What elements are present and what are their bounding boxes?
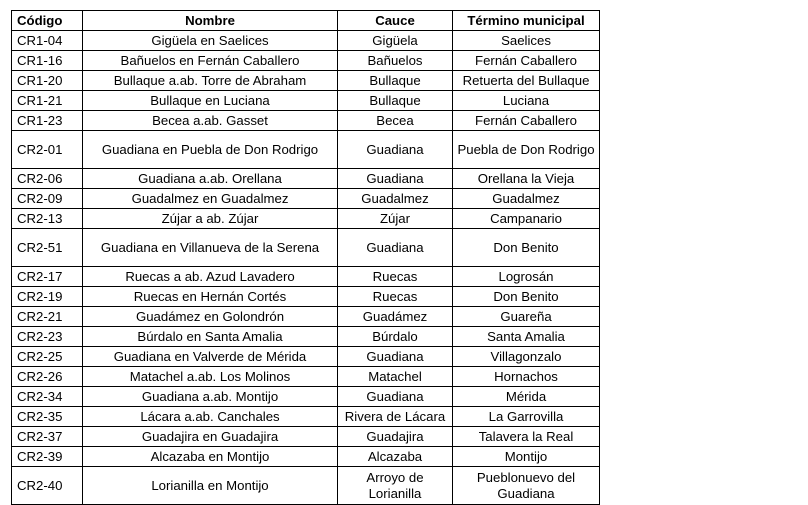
- table-row: [12, 367, 600, 387]
- header-cauce: Cauce: [338, 11, 453, 31]
- table-row: [12, 209, 600, 229]
- cell-nombre: Ruecas en Hernán Cortés: [83, 287, 338, 307]
- cell-nombre: Bullaque a.ab. Torre de Abraham: [83, 71, 338, 91]
- cell-termino-municipal: Luciana: [453, 91, 600, 111]
- cell-codigo: CR2-34: [12, 387, 83, 407]
- cell-codigo: CR1-20: [12, 71, 83, 91]
- cell-codigo: CR2-21: [12, 307, 83, 327]
- cell-nombre: Guadiana a.ab. Montijo: [83, 387, 338, 407]
- cell-codigo: CR2-25: [12, 347, 83, 367]
- cell-codigo: CR2-19: [12, 287, 83, 307]
- cell-nombre: Búrdalo en Santa Amalia: [83, 327, 338, 347]
- table-row: [12, 327, 600, 347]
- cell-cauce: Guadalmez: [338, 189, 453, 209]
- cell-cauce: Ruecas: [338, 287, 453, 307]
- table-row: [12, 31, 600, 51]
- table-row: [12, 447, 600, 467]
- header-nombre: Nombre: [83, 11, 338, 31]
- cell-nombre: Gigüela en Saelices: [83, 31, 338, 51]
- table-body: [12, 31, 600, 505]
- cell-termino-municipal: Guareña: [453, 307, 600, 327]
- table-row: [12, 91, 600, 111]
- table-row: [12, 229, 600, 267]
- cell-cauce: Bullaque: [338, 71, 453, 91]
- cell-codigo: CR2-51: [12, 229, 83, 267]
- cell-termino-municipal: Talavera la Real: [453, 427, 600, 447]
- cell-cauce: Arroyo de Lorianilla: [338, 467, 453, 505]
- cell-codigo: CR2-17: [12, 267, 83, 287]
- cell-cauce: Gigüela: [338, 31, 453, 51]
- cell-cauce: Zújar: [338, 209, 453, 229]
- cell-nombre: Guadajira en Guadajira: [83, 427, 338, 447]
- cell-cauce: Alcazaba: [338, 447, 453, 467]
- cell-cauce: Guadámez: [338, 307, 453, 327]
- cell-cauce: Bañuelos: [338, 51, 453, 71]
- table-row: [12, 407, 600, 427]
- cell-cauce: Matachel: [338, 367, 453, 387]
- cell-termino-municipal: Villagonzalo: [453, 347, 600, 367]
- table-row: [12, 189, 600, 209]
- table-header: [12, 11, 600, 31]
- table-row: [12, 51, 600, 71]
- cell-cauce: Guadiana: [338, 131, 453, 169]
- cell-termino-municipal: Puebla de Don Rodrigo: [453, 131, 600, 169]
- table-row: [12, 287, 600, 307]
- cell-codigo: CR2-40: [12, 467, 83, 505]
- cell-termino-municipal: Retuerta del Bullaque: [453, 71, 600, 91]
- cell-codigo: CR1-21: [12, 91, 83, 111]
- cell-cauce: Rivera de Lácara: [338, 407, 453, 427]
- table-row: [12, 71, 600, 91]
- cell-codigo: CR2-06: [12, 169, 83, 189]
- cell-termino-municipal: Orellana la Vieja: [453, 169, 600, 189]
- cell-termino-municipal: Mérida: [453, 387, 600, 407]
- cell-cauce: Guadiana: [338, 347, 453, 367]
- cell-termino-municipal: Saelices: [453, 31, 600, 51]
- cell-nombre: Lácara a.ab. Canchales: [83, 407, 338, 427]
- cell-cauce: Guadiana: [338, 169, 453, 189]
- cell-codigo: CR2-26: [12, 367, 83, 387]
- cell-nombre: Lorianilla en Montijo: [83, 467, 338, 505]
- cell-termino-municipal: Fernán Caballero: [453, 51, 600, 71]
- cell-nombre: Alcazaba en Montijo: [83, 447, 338, 467]
- cell-nombre: Guadiana en Valverde de Mérida: [83, 347, 338, 367]
- cell-termino-municipal: Fernán Caballero: [453, 111, 600, 131]
- cell-nombre: Guadiana en Villanueva de la Serena: [83, 229, 338, 267]
- cell-termino-municipal: Pueblonuevo del Guadiana: [453, 467, 600, 505]
- cell-nombre: Bullaque en Luciana: [83, 91, 338, 111]
- cell-cauce: Bullaque: [338, 91, 453, 111]
- cell-cauce: Búrdalo: [338, 327, 453, 347]
- cell-termino-municipal: Montijo: [453, 447, 600, 467]
- cell-codigo: CR2-23: [12, 327, 83, 347]
- table-row: [12, 267, 600, 287]
- table-row: [12, 169, 600, 189]
- stations-table: [11, 10, 600, 505]
- cell-nombre: Becea a.ab. Gasset: [83, 111, 338, 131]
- cell-termino-municipal: Don Benito: [453, 287, 600, 307]
- cell-cauce: Guadajira: [338, 427, 453, 447]
- cell-nombre: Bañuelos en Fernán Caballero: [83, 51, 338, 71]
- cell-cauce: Ruecas: [338, 267, 453, 287]
- cell-nombre: Guadiana en Puebla de Don Rodrigo: [83, 131, 338, 169]
- cell-codigo: CR2-37: [12, 427, 83, 447]
- cell-nombre: Ruecas a ab. Azud Lavadero: [83, 267, 338, 287]
- table-row: [12, 111, 600, 131]
- header-codigo: Código: [12, 11, 83, 31]
- cell-nombre: Zújar a ab. Zújar: [83, 209, 338, 229]
- table-row: [12, 307, 600, 327]
- cell-termino-municipal: Campanario: [453, 209, 600, 229]
- cell-termino-municipal: Hornachos: [453, 367, 600, 387]
- cell-codigo: CR2-35: [12, 407, 83, 427]
- cell-nombre: Guadalmez en Guadalmez: [83, 189, 338, 209]
- cell-codigo: CR1-23: [12, 111, 83, 131]
- cell-termino-municipal: Santa Amalia: [453, 327, 600, 347]
- table-row: [12, 467, 600, 505]
- cell-nombre: Guadámez en Golondrón: [83, 307, 338, 327]
- cell-cauce: Guadiana: [338, 387, 453, 407]
- cell-codigo: CR1-04: [12, 31, 83, 51]
- cell-nombre: Matachel a.ab. Los Molinos: [83, 367, 338, 387]
- table-row: [12, 131, 600, 169]
- cell-codigo: CR2-09: [12, 189, 83, 209]
- table-row: [12, 387, 600, 407]
- cell-nombre: Guadiana a.ab. Orellana: [83, 169, 338, 189]
- cell-codigo: CR1-16: [12, 51, 83, 71]
- header-row: [12, 11, 600, 31]
- cell-termino-municipal: La Garrovilla: [453, 407, 600, 427]
- header-termino-municipal: Término municipal: [453, 11, 600, 31]
- cell-cauce: Becea: [338, 111, 453, 131]
- cell-codigo: CR2-01: [12, 131, 83, 169]
- cell-codigo: CR2-39: [12, 447, 83, 467]
- cell-codigo: CR2-13: [12, 209, 83, 229]
- table-row: [12, 427, 600, 447]
- cell-termino-municipal: Logrosán: [453, 267, 600, 287]
- table-row: [12, 347, 600, 367]
- cell-termino-municipal: Don Benito: [453, 229, 600, 267]
- cell-cauce: Guadiana: [338, 229, 453, 267]
- cell-termino-municipal: Guadalmez: [453, 189, 600, 209]
